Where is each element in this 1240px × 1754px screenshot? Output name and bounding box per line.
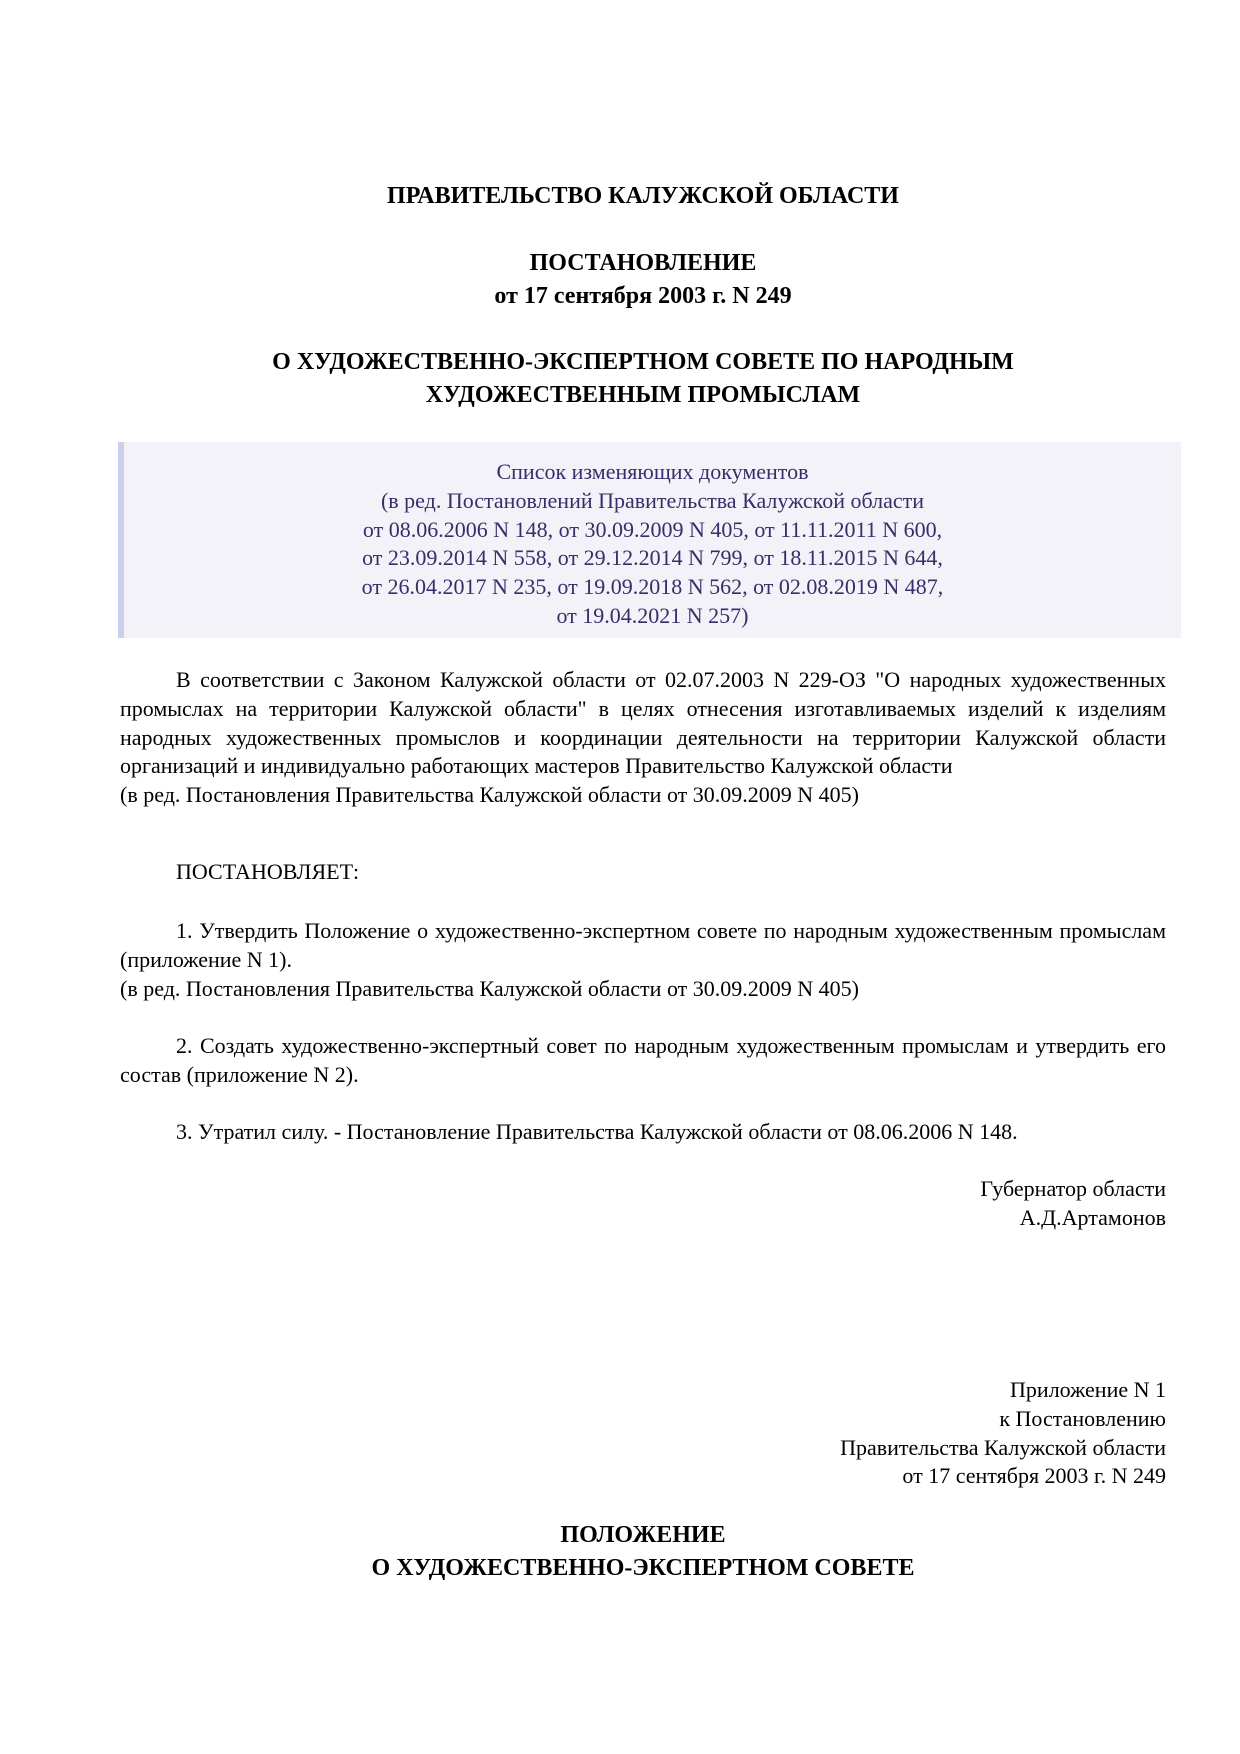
amendments-list — [124, 442, 1181, 631]
amendments-line: от 19.04.2021 N 257) — [556, 602, 749, 628]
item-2-text: 2. Создать художественно-экспертный совет по народным художественным промыслам и утвердить его состав (приложение N 2). — [120, 1033, 1166, 1087]
resolves-block — [120, 858, 1166, 887]
item-3 — [120, 1118, 1166, 1147]
item-1-text: 1. Утвердить Положение о художественно-экспертном совете по народным художественным промыслам (приложение N 1). — [120, 918, 1166, 972]
document-subject — [120, 346, 1166, 412]
resolves-heading: ПОСТАНОВЛЯЕТ: — [176, 859, 360, 884]
appendix-title-line-2: О ХУДОЖЕСТВЕННО-ЭКСПЕРТНОМ СОВЕТЕ — [371, 1555, 915, 1581]
appendix-reference — [120, 1376, 1166, 1491]
document-type-block — [120, 247, 1166, 313]
amendments-heading: Список изменяющих документов — [496, 459, 809, 484]
item-3-text: 3. Утратил силу. - Постановление Правительства Калужской области от 08.06.2006 N 148. — [176, 1119, 1018, 1144]
preamble-block — [120, 666, 1166, 810]
appendix-title — [120, 1519, 1166, 1585]
item-2 — [120, 1032, 1166, 1090]
appendix-ref-line: от 17 сентября 2003 г. N 249 — [902, 1463, 1166, 1489]
document-date-number: от 17 сентября 2003 г. N 249 — [494, 283, 792, 309]
appendix-ref-line: Правительства Калужской области — [840, 1434, 1166, 1460]
item-1-amendment: (в ред. Постановления Правительства Калужской области от 30.09.2009 N 405) — [120, 975, 859, 1001]
document-header — [120, 180, 1166, 213]
amendments-box — [118, 442, 1181, 638]
signature-name: А.Д.Артамонов — [1019, 1204, 1166, 1230]
preamble-paragraph: В соответствии с Законом Калужской области от 02.07.2003 N 229-ОЗ "О народных художественных промыслах на территории Калужской области" в целях отнесения изготавливаемых изделий к изделиям народных художественных промыслов и координации деятельности на территории Калужской области организаций и индивидуально работающих мастеров Правительство Калужской области — [120, 667, 1166, 779]
appendix-title-line-1: ПОЛОЖЕНИЕ — [560, 1522, 726, 1548]
amendments-line: (в ред. Постановлений Правительства Калужской области — [380, 487, 925, 513]
preamble-amendment: (в ред. Постановления Правительства Калужской области от 30.09.2009 N 405) — [120, 782, 859, 808]
signature-position: Губернатор области — [980, 1176, 1166, 1201]
appendix-ref-line: Приложение N 1 — [1010, 1377, 1166, 1402]
document-type: ПОСТАНОВЛЕНИЕ — [529, 250, 757, 276]
subject-line-2: ХУДОЖЕСТВЕННЫМ ПРОМЫСЛАМ — [425, 382, 861, 408]
item-1 — [120, 917, 1166, 1003]
amendments-line: от 26.04.2017 N 235, от 19.09.2018 N 562, от 02.08.2019 N 487, — [361, 574, 944, 600]
signature-block — [120, 1175, 1166, 1233]
authority-title: ПРАВИТЕЛЬСТВО КАЛУЖСКОЙ ОБЛАСТИ — [387, 183, 899, 209]
subject-line-1: О ХУДОЖЕСТВЕННО-ЭКСПЕРТНОМ СОВЕТЕ ПО НАРОДНЫМ — [272, 349, 1014, 375]
appendix-ref-line: к Постановлению — [999, 1405, 1166, 1431]
amendments-line: от 08.06.2006 N 148, от 30.09.2009 N 405, от 11.11.2011 N 600, — [362, 516, 943, 542]
amendments-line: от 23.09.2014 N 558, от 29.12.2014 N 799, от 18.11.2015 N 644, — [362, 545, 943, 571]
